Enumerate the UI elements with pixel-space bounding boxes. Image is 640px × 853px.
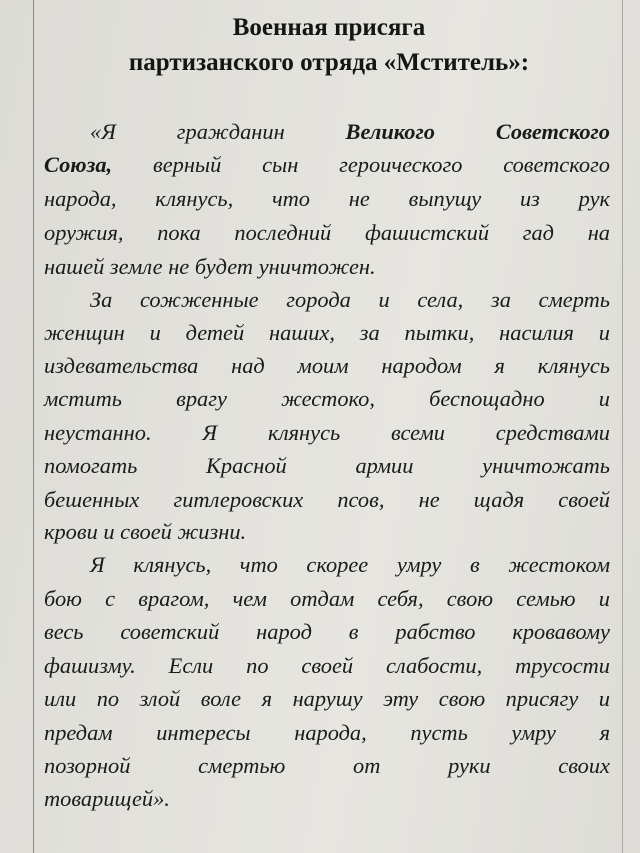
oath-paragraph-1-line-2 [44, 150, 610, 180]
oath-paragraph-2-line-4: мстить врагу жестоко, беспощадно и [44, 386, 610, 411]
oath-text: «Я гражданин [90, 119, 346, 144]
oath-paragraph-3-line-2: бою с врагом, чем отдам себя, свою семью и [44, 586, 610, 611]
oath-paragraph-1-line-1 [90, 117, 610, 147]
oath-text: верный сын героического советского [112, 152, 610, 177]
oath-paragraph-1-line-4: оружия, пока последний фашистский гад на [44, 220, 610, 245]
oath-paragraph-2-line-1: За сожженные города и села, за смерть [90, 287, 610, 312]
oath-text-bold: Великого Советского [345, 119, 610, 144]
document-subtitle: партизанского отряда «Мститель»: [128, 49, 530, 76]
oath-paragraph-2-line-6: помогать Красной армии уничтожать [44, 453, 610, 478]
oath-paragraph-3-line-8: товарищей». [44, 786, 170, 811]
oath-paragraph-1-line-5: нашей земле не будет уничтожен. [44, 254, 376, 279]
oath-paragraph-3-line-5: или по злой воле я нарушу эту свою присягу и [44, 686, 610, 711]
oath-paragraph-3-line-1: Я клянусь, что скорее умру в жестоком [90, 552, 610, 577]
document-title: Военная присяга [232, 14, 426, 41]
oath-paragraph-3-line-6: предам интересы народа, пусть умру я [44, 720, 610, 745]
oath-paragraph-1-line-3: народа, клянусь, что не выпущу из рук [44, 186, 610, 211]
oath-paragraph-3-line-4: фашизму. Если по своей слабости, трусости [44, 653, 610, 678]
oath-paragraph-2-line-3: издевательства над моим народом я клянусь [44, 353, 610, 378]
oath-paragraph-3-line-7: позорной смертью от руки своих [44, 753, 610, 778]
oath-paragraph-2-line-7: бешенных гитлеровских псов, не щадя своей [44, 487, 610, 512]
oath-paragraph-2-line-2: женщин и детей наших, за пытки, насилия и [44, 320, 610, 345]
oath-paragraph-2-line-5: неустанно. Я клянусь всеми средствами [44, 420, 610, 445]
oath-paragraph-3-line-3: весь советский народ в рабство кровавому [44, 619, 610, 644]
oath-paragraph-2-line-8: крови и своей жизни. [44, 519, 247, 544]
oath-text-bold: Союза, [44, 152, 113, 177]
